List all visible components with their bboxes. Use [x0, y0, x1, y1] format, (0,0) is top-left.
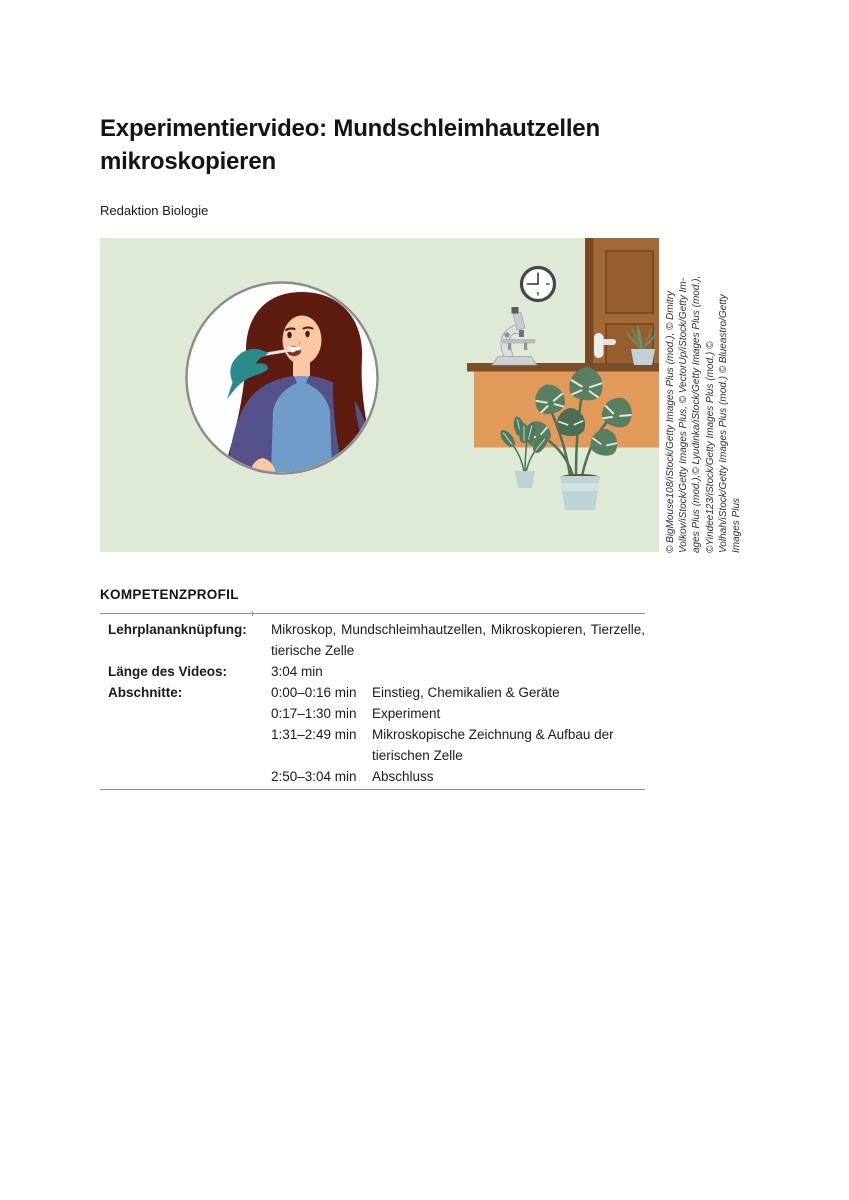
- cover-illustration: [100, 238, 659, 552]
- credit-line: ©Yindee123/iStock/Getty Images Plus (mod.) ©: [704, 341, 716, 553]
- credit-line: Volhah/iStock/Getty Images Plus (mod.) © Blueastro/Getty: [717, 294, 729, 553]
- section-text: Abschluss: [372, 769, 434, 784]
- swab-scene-graphic: [100, 238, 659, 552]
- section-time: 0:17–1:30 min: [271, 706, 357, 721]
- row-label: Länge des Videos:: [108, 664, 228, 679]
- page-title: Experimentiervideo: Mundschleimhautzellen mikroskopieren: [100, 115, 600, 175]
- section-text: Experiment: [372, 706, 441, 721]
- section-row: [271, 682, 645, 703]
- credit-line: ages Plus (mod.),© Lyudinka/iStock/Getty Images Plus (mod.),: [691, 275, 703, 553]
- row-value: Mikroskop, Mundschleimhautzellen, Mikroskopieren, Tierzelle, tierische Zelle: [271, 622, 645, 658]
- author-line: Redaktion Biologie: [100, 203, 209, 218]
- section-text: Einstieg, Chemikalien & Geräte: [372, 685, 560, 700]
- section-row: [271, 703, 645, 724]
- face: [283, 316, 322, 365]
- wall-clock-icon: [522, 268, 555, 301]
- credit-line: Images Plus: [731, 497, 743, 553]
- section-time: 0:00–0:16 min: [271, 685, 357, 700]
- section-row: [271, 724, 645, 766]
- section-row: [271, 766, 645, 787]
- credit-line: Volkov/iStock/Getty Images Plus, © VectorUp/iStock/Getty Im-: [678, 277, 690, 553]
- section-heading-kompetenzprofil: KOMPETENZPROFIL: [100, 587, 239, 602]
- section-time: 2:50–3:04 min: [271, 769, 357, 784]
- row-label: Lehrplananknüpfung:: [108, 622, 247, 637]
- table-row-lehrplan: [100, 619, 645, 661]
- row-label: Abschnitte:: [108, 685, 183, 700]
- table-row-abschnitte: [100, 682, 645, 787]
- row-value: [252, 682, 645, 787]
- section-time: 1:31–2:49 min: [271, 727, 357, 742]
- table-row-laenge: [100, 661, 645, 682]
- row-value: 3:04 min: [271, 664, 323, 679]
- image-credit: [664, 238, 746, 553]
- section-text: Mikroskopische Zeichnung & Aufbau der tierischen Zelle: [372, 727, 614, 763]
- credit-line: © BigMouse108/iStock/Getty Images Plus (mod.), © Dmitry: [665, 290, 676, 553]
- kompetenzprofil-table: [100, 613, 645, 790]
